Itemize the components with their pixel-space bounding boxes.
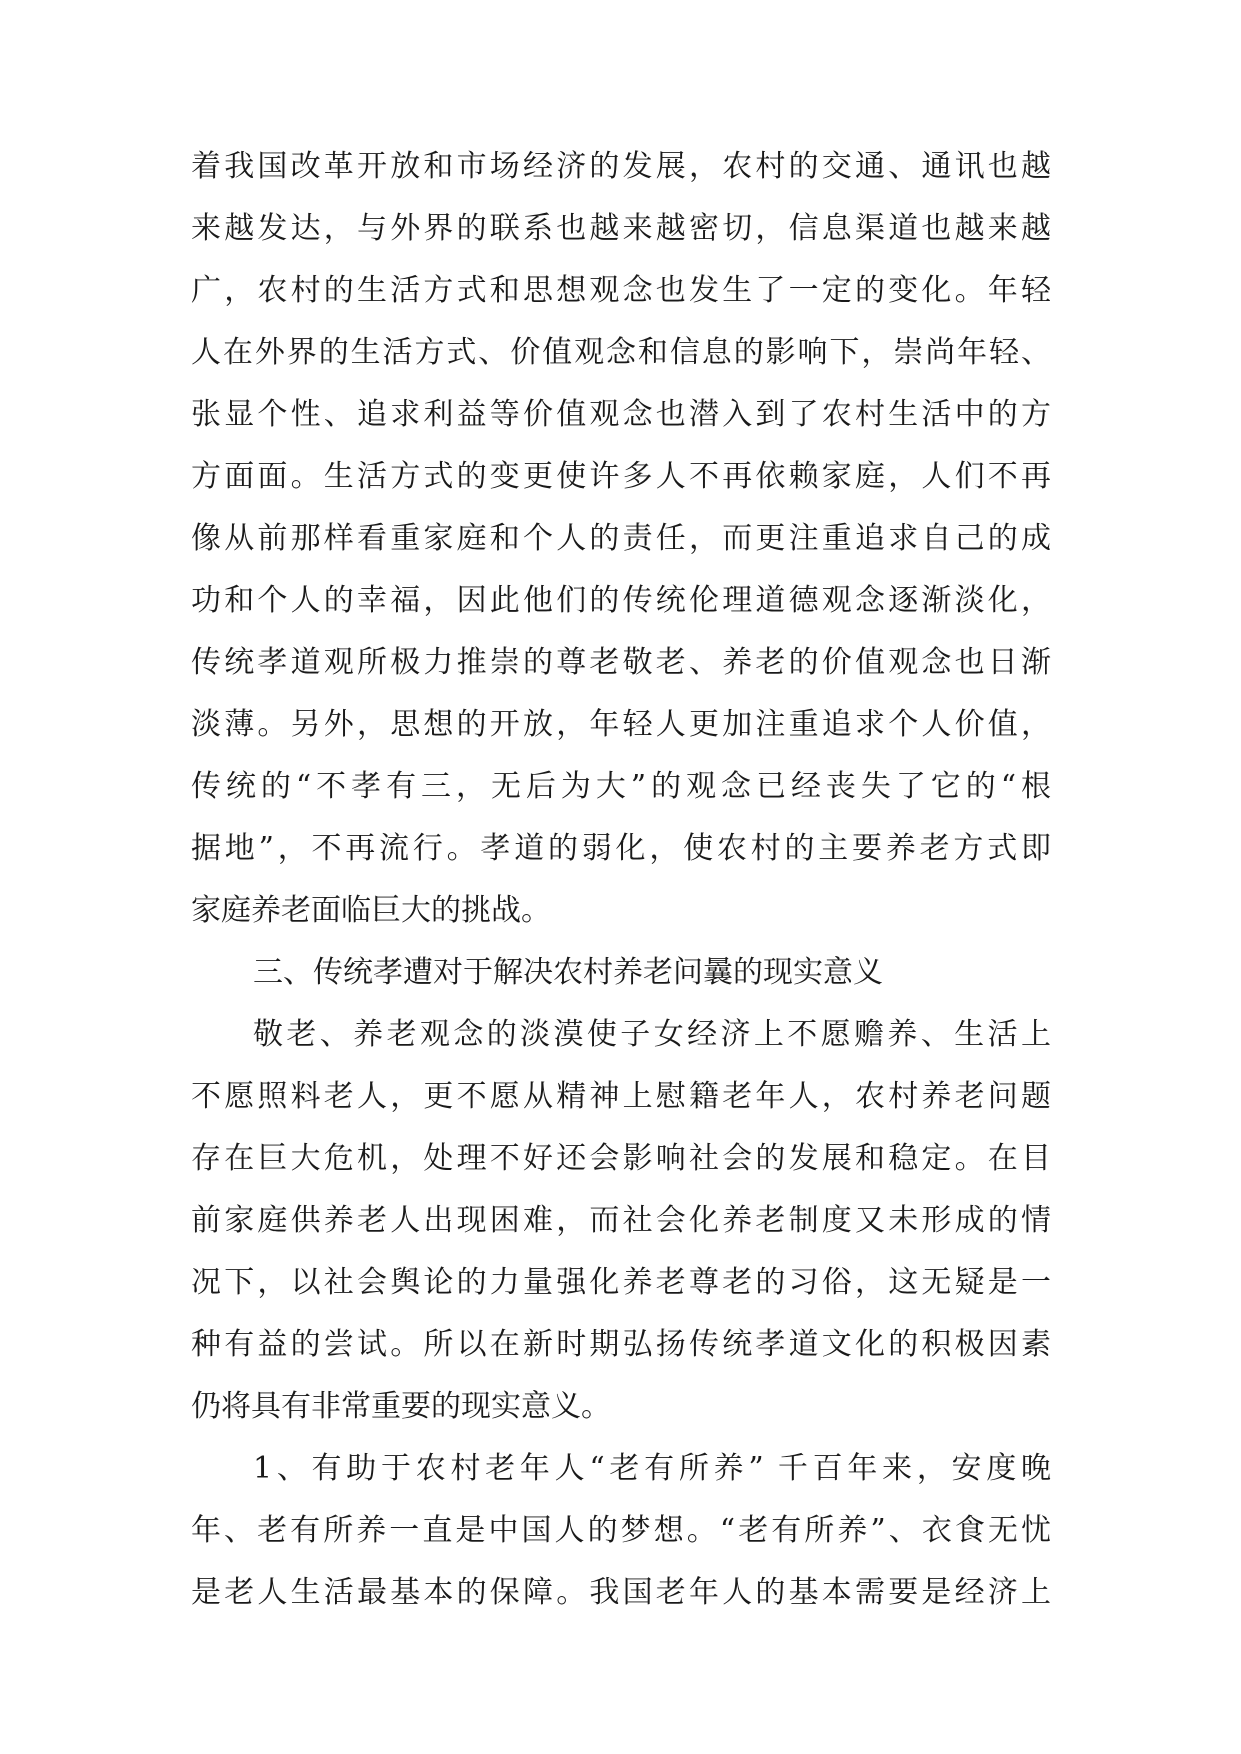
text-line: 年、老有所养一直是中国人的梦想。“老有所养”、衣食无忧 [191, 1513, 1051, 1548]
text-line: 不愿照料老人，更不愿从精神上慰籍老年人，农村养老问题 [191, 1079, 1051, 1114]
text-line: 功和个人的幸福，因此他们的传统伦理道德观念逐渐淡化， [191, 583, 1051, 618]
text-line: 淡薄。另外，思想的开放，年轻人更加注重追求个人价值， [191, 707, 1051, 742]
text-line: 前家庭供养老人出现困难，而社会化养老制度又未形成的情 [191, 1203, 1051, 1238]
text-line: 来越发达，与外界的联系也越来越密切，信息渠道也越来越 [191, 211, 1051, 246]
text-line: 传统的“不孝有三，无后为大”的观念已经丧失了它的“根 [191, 769, 1051, 804]
text-line: 家庭养老面临巨大的挑战。 [191, 893, 551, 928]
text-line: 仍将具有非常重要的现实意义。 [191, 1389, 611, 1424]
text-line: 张显个性、追求利益等价值观念也潜入到了农村生活中的方 [191, 397, 1051, 432]
text-line: 像从前那样看重家庭和个人的责任，而更注重追求自己的成 [191, 521, 1051, 556]
text-line: 敬老、养老观念的淡漠使子女经济上不愿赡养、生活上 [253, 1017, 1051, 1052]
text-line: 是老人生活最基本的保障。我国老年人的基本需要是经济上 [191, 1575, 1051, 1610]
text-line: 人在外界的生活方式、价值观念和信息的影响下，崇尚年轻、 [191, 335, 1051, 370]
text-line: 存在巨大危机，处理不好还会影响社会的发展和稳定。在目 [191, 1141, 1051, 1176]
text-line: 传统孝道观所极力推崇的尊老敬老、养老的价值观念也日渐 [191, 645, 1051, 680]
text-line: 方面面。生活方式的变更使许多人不再依赖家庭，人们不再 [191, 459, 1051, 494]
text-line: 种有益的尝试。所以在新时期弘扬传统孝道文化的积极因素 [191, 1327, 1051, 1362]
text-line: 据地”，不再流行。孝道的弱化，使农村的主要养老方式即 [191, 831, 1051, 866]
subsection-line: 1、有助于农村老年人“老有所养” 千百年来，安度晚 [253, 1451, 1051, 1486]
text-line: 广，农村的生活方式和思想观念也发生了一定的变化。年轻 [191, 273, 1051, 308]
text-line: 着我国改革开放和市场经济的发展，农村的交通、通讯也越 [191, 149, 1051, 184]
section-heading: 三、传统孝遭对于解决农村养老问曩的现实意义 [253, 955, 883, 990]
text-line: 况下，以社会舆论的力量强化养老尊老的习俗，这无疑是一 [191, 1265, 1051, 1300]
